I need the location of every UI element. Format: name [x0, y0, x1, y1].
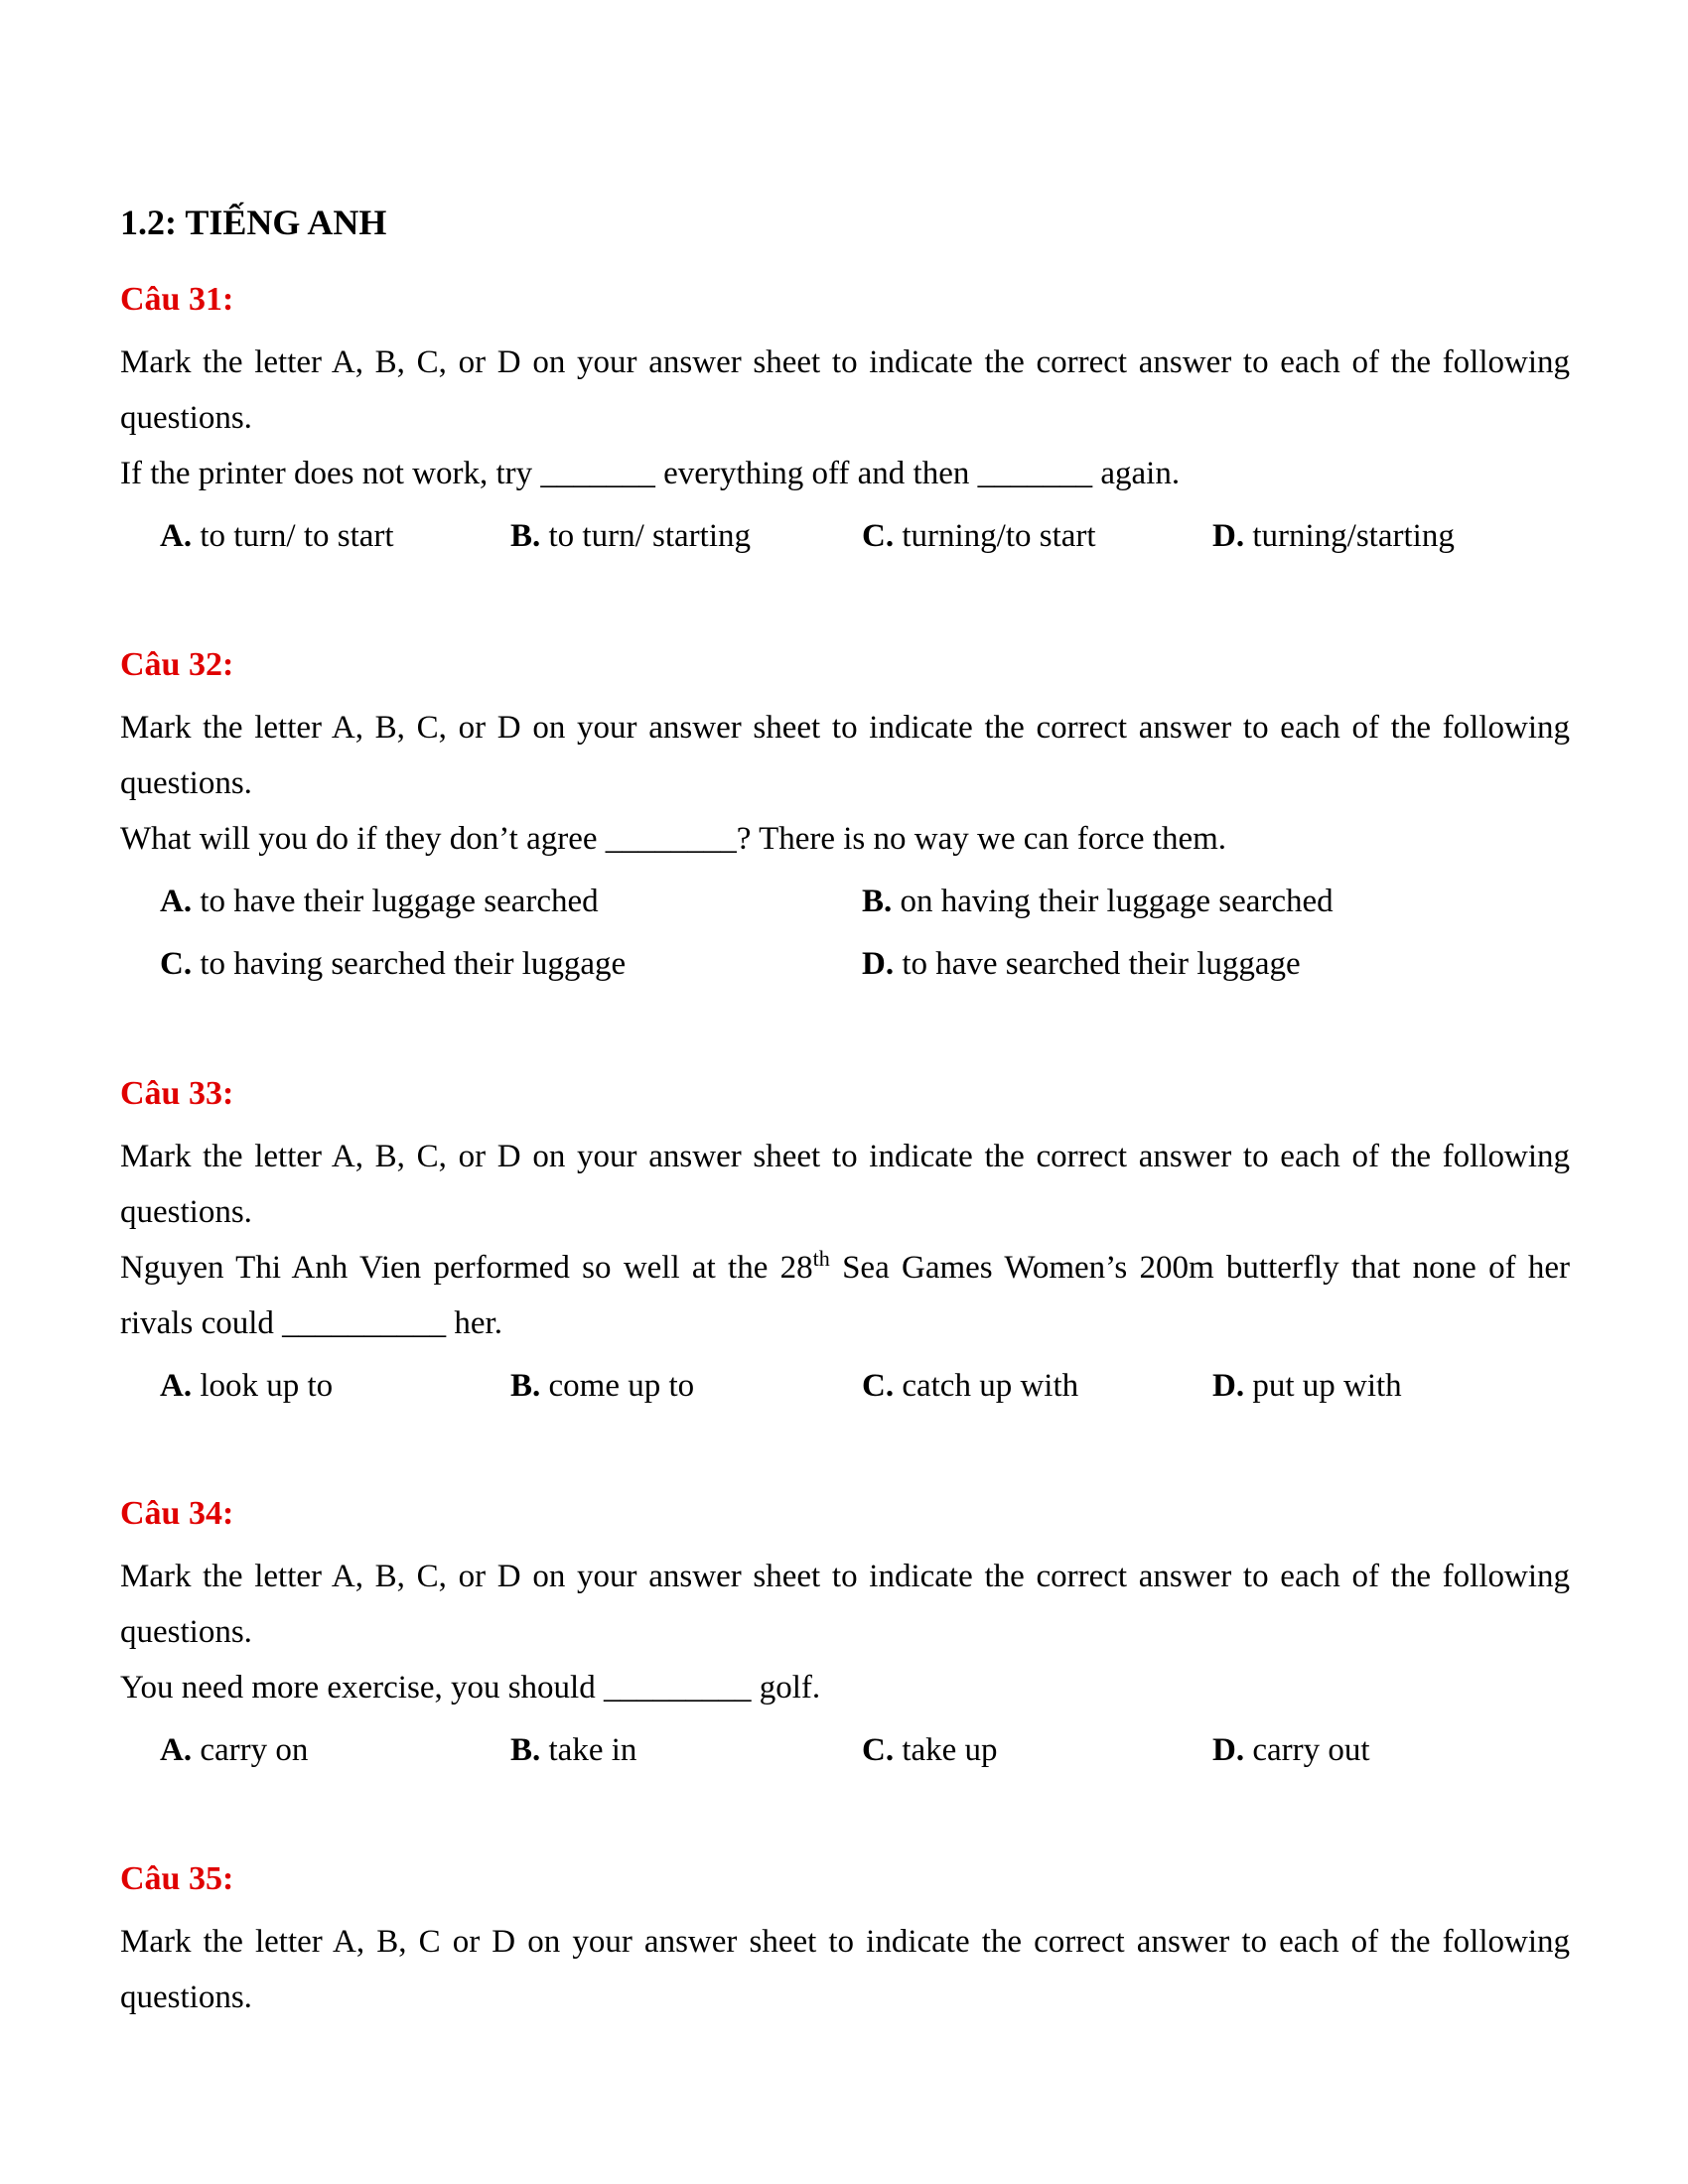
option-letter: B. — [510, 518, 541, 554]
option-text: carry out — [1244, 1732, 1370, 1768]
option-letter: D. — [1212, 518, 1245, 554]
option-d[interactable] — [1212, 1358, 1402, 1414]
option-b[interactable] — [862, 874, 1334, 929]
question-32 — [120, 638, 1570, 999]
question-instruction: Mark the letter A, B, C, or D on your answer sheet to indicate the correct answer to each of the following questions. — [120, 1559, 1570, 1650]
question-stem: If the printer does not work, try _______ everything off and then _______ again. — [120, 456, 1181, 491]
question-stem: You need more exercise, you should _________ golf. — [120, 1670, 821, 1706]
option-text: to have searched their luggage — [894, 946, 1301, 982]
option-c[interactable] — [862, 1722, 998, 1778]
question-34 — [120, 1487, 1570, 1778]
answer-options — [160, 1358, 1570, 1414]
option-text: to having searched their luggage — [192, 946, 627, 982]
question-instruction: Mark the letter A, B, C, or D on your answer sheet to indicate the correct answer to each of the following questions. — [120, 344, 1570, 436]
option-row — [160, 874, 1570, 936]
option-text: come up to — [540, 1368, 695, 1404]
question-35 — [120, 1852, 1570, 2025]
question-instruction: Mark the letter A, B, C, or D on your answer sheet to indicate the correct answer to each of the following questions. — [120, 1139, 1570, 1230]
question-label: Câu 35: — [120, 1860, 234, 1897]
option-text: turning/to start — [894, 518, 1096, 554]
question-label: Câu 33: — [120, 1075, 234, 1112]
option-letter: D. — [1212, 1368, 1245, 1404]
option-b[interactable] — [510, 1358, 694, 1414]
question-label: Câu 31: — [120, 281, 234, 318]
question-stem: What will you do if they don’t agree ________? There is no way we can force them. — [120, 821, 1227, 857]
option-letter: C. — [862, 518, 895, 554]
option-a[interactable] — [160, 1358, 333, 1414]
option-text: to turn/ starting — [540, 518, 751, 554]
question-stem — [120, 1240, 1570, 1351]
option-letter: C. — [160, 946, 193, 982]
option-text: look up to — [192, 1368, 334, 1404]
option-letter: D. — [1212, 1732, 1245, 1768]
question-33 — [120, 1067, 1570, 1414]
stem-text: Nguyen Thi Anh Vien performed so well at the 28 — [120, 1250, 813, 1286]
answer-options — [160, 1722, 1570, 1778]
option-d[interactable] — [1212, 508, 1455, 564]
option-letter: A. — [160, 1732, 193, 1768]
question-instruction: Mark the letter A, B, C or D on your answer sheet to indicate the correct answer to each of the following questions. — [120, 1924, 1570, 2015]
section-title: 1.2: TIẾNG ANH — [120, 203, 387, 242]
option-text: to have their luggage searched — [192, 884, 599, 919]
option-c[interactable] — [862, 1358, 1078, 1414]
question-label: Câu 32: — [120, 646, 234, 683]
option-row — [160, 936, 1570, 999]
answer-options — [160, 508, 1570, 564]
option-text: take in — [540, 1732, 637, 1768]
option-letter: B. — [510, 1368, 541, 1404]
answer-options — [160, 874, 1570, 999]
option-b[interactable] — [510, 508, 751, 564]
option-c[interactable] — [160, 936, 626, 992]
option-text: carry on — [192, 1732, 309, 1768]
option-letter: A. — [160, 518, 193, 554]
option-letter: A. — [160, 1368, 193, 1404]
option-text: on having their luggage searched — [892, 884, 1334, 919]
option-text: catch up with — [894, 1368, 1079, 1404]
option-b[interactable] — [510, 1722, 636, 1778]
option-text: turning/starting — [1244, 518, 1455, 554]
option-text: take up — [894, 1732, 998, 1768]
option-text: to turn/ to start — [192, 518, 394, 554]
option-a[interactable] — [160, 1722, 308, 1778]
question-instruction: Mark the letter A, B, C, or D on your answer sheet to indicate the correct answer to each of the following questions. — [120, 710, 1570, 801]
option-d[interactable] — [1212, 1722, 1370, 1778]
option-letter: C. — [862, 1732, 895, 1768]
option-c[interactable] — [862, 508, 1096, 564]
option-text: put up with — [1244, 1368, 1402, 1404]
option-a[interactable] — [160, 508, 394, 564]
option-letter: B. — [862, 884, 893, 919]
option-letter: D. — [862, 946, 895, 982]
question-31 — [120, 273, 1570, 564]
option-letter: B. — [510, 1732, 541, 1768]
option-d[interactable] — [862, 936, 1301, 992]
stem-text: Sea Games Women’s 200m butterfly that none of her rivals could __________ her. — [120, 1250, 1570, 1341]
option-letter: A. — [160, 884, 193, 919]
option-letter: C. — [862, 1368, 895, 1404]
ordinal-suffix: th — [812, 1246, 830, 1271]
option-a[interactable] — [160, 874, 599, 929]
question-label: Câu 34: — [120, 1495, 234, 1532]
